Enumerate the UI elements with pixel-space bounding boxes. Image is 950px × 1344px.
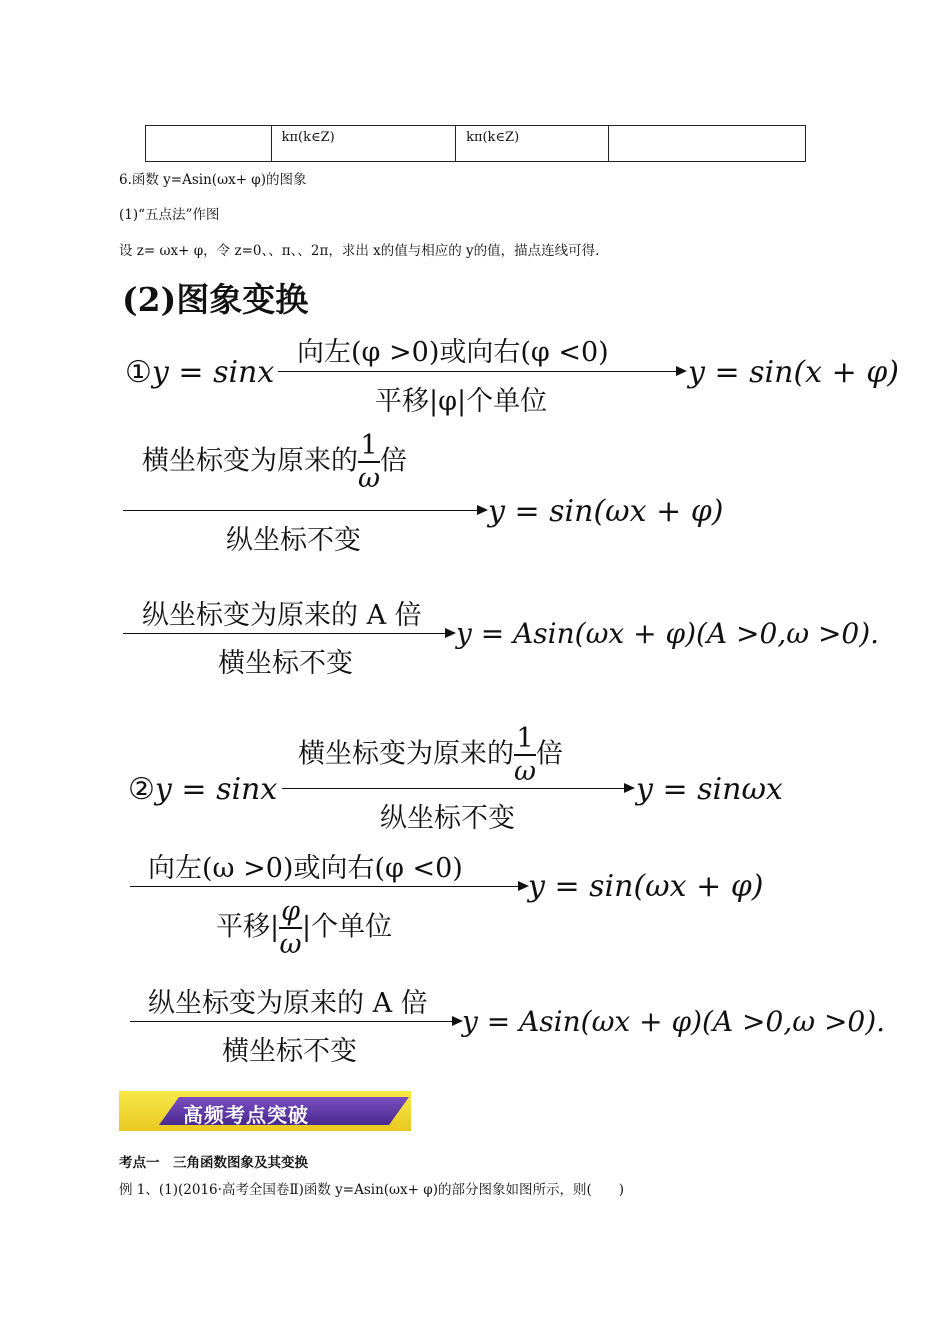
label-text: 横坐标变为原来的	[298, 738, 514, 770]
fraction-denominator: ω	[514, 756, 537, 787]
label-text: 平移|	[216, 911, 280, 943]
transform-arrow	[278, 371, 678, 372]
fraction-denominator: ω	[358, 463, 381, 494]
paragraph: 设 z= ωx+ φ，令 z=0、、π、、2π，求出 x的值与相应的 y的值，描点连线可得.	[119, 243, 600, 259]
example-text: 例 1、(1)(2016·高考全国卷Ⅱ)函数 y=Asin(ωx+ φ)的部分图象如图所示，则( )	[119, 1182, 625, 1198]
arrow-head-icon	[624, 783, 635, 793]
formula-start: y = sinx	[151, 355, 275, 390]
arrow-head-icon	[445, 628, 456, 638]
label-text: 横坐标变为原来的	[142, 445, 358, 477]
fraction-numerator: 1	[360, 430, 378, 461]
step-top-label	[142, 432, 407, 492]
step-result: y = sin(ωx + φ)	[488, 494, 724, 529]
table-cell: kπ(k∈Z)	[272, 126, 456, 161]
table-cell	[146, 126, 272, 161]
label-text: 倍	[536, 738, 564, 770]
table-cell	[609, 126, 805, 161]
fraction	[279, 898, 302, 958]
transform-arrow	[130, 1021, 454, 1022]
fraction-numerator: φ	[281, 896, 301, 927]
transform-arrow	[130, 886, 520, 887]
arrow-head-icon	[676, 366, 687, 376]
step-bottom-label: 纵坐标不变	[226, 525, 361, 556]
step-top-label: 纵坐标变为原来的 A 倍	[148, 988, 428, 1019]
label-text: 倍	[380, 445, 408, 477]
topic-title: 考点一 三角函数图象及其变换	[119, 1155, 308, 1171]
transform-arrow	[282, 788, 626, 789]
circled-number: ①	[125, 355, 152, 390]
step-top-label: 向左(ω >0)或向右(φ <0)	[148, 853, 463, 884]
fraction-denominator: ω	[279, 929, 302, 960]
step-bottom-label: 平移|φ|个单位	[375, 386, 548, 417]
table-row	[145, 125, 806, 162]
circled-number: ②	[128, 772, 155, 807]
step-result: y = Asin(ωx + φ)(A >0,ω >0).	[456, 617, 880, 650]
step-bottom-label: 纵坐标不变	[380, 803, 515, 834]
step-result: y = sin(ωx + φ)	[528, 869, 764, 904]
method2-start	[128, 772, 277, 807]
step-top-label: 向左(φ >0)或向右(φ <0)	[297, 337, 609, 368]
step-top-label	[298, 725, 563, 785]
banner-label: 高频考点突破	[183, 1103, 309, 1127]
step-bottom-label: 横坐标不变	[218, 648, 353, 679]
fraction-numerator: 1	[516, 723, 534, 754]
transform-arrow	[123, 510, 479, 511]
subsection-title: (1)“五点法”作图	[119, 207, 220, 223]
step-result: y = sin(x + φ)	[688, 355, 900, 390]
fraction	[514, 725, 536, 785]
arrow-head-icon	[477, 505, 488, 515]
step-result: y = sinωx	[636, 772, 783, 807]
transform-arrow	[123, 633, 447, 634]
step-result: y = Asin(ωx + φ)(A >0,ω >0).	[462, 1005, 886, 1038]
formula-start: y = sinx	[154, 772, 278, 807]
heading-image-transform: (2)图象变换	[122, 280, 309, 319]
fraction	[358, 432, 380, 492]
step-bottom-label: 横坐标不变	[222, 1036, 357, 1067]
section-banner	[119, 1091, 411, 1131]
method1-start	[125, 355, 274, 390]
section-title: 6.函数 y=Asin(ωx+ φ)的图象	[119, 172, 307, 188]
table-cell: kπ(k∈Z)	[456, 126, 609, 161]
step-bottom-label	[216, 898, 392, 958]
step-top-label: 纵坐标变为原来的 A 倍	[142, 600, 422, 631]
label-text: |个单位	[302, 911, 393, 943]
